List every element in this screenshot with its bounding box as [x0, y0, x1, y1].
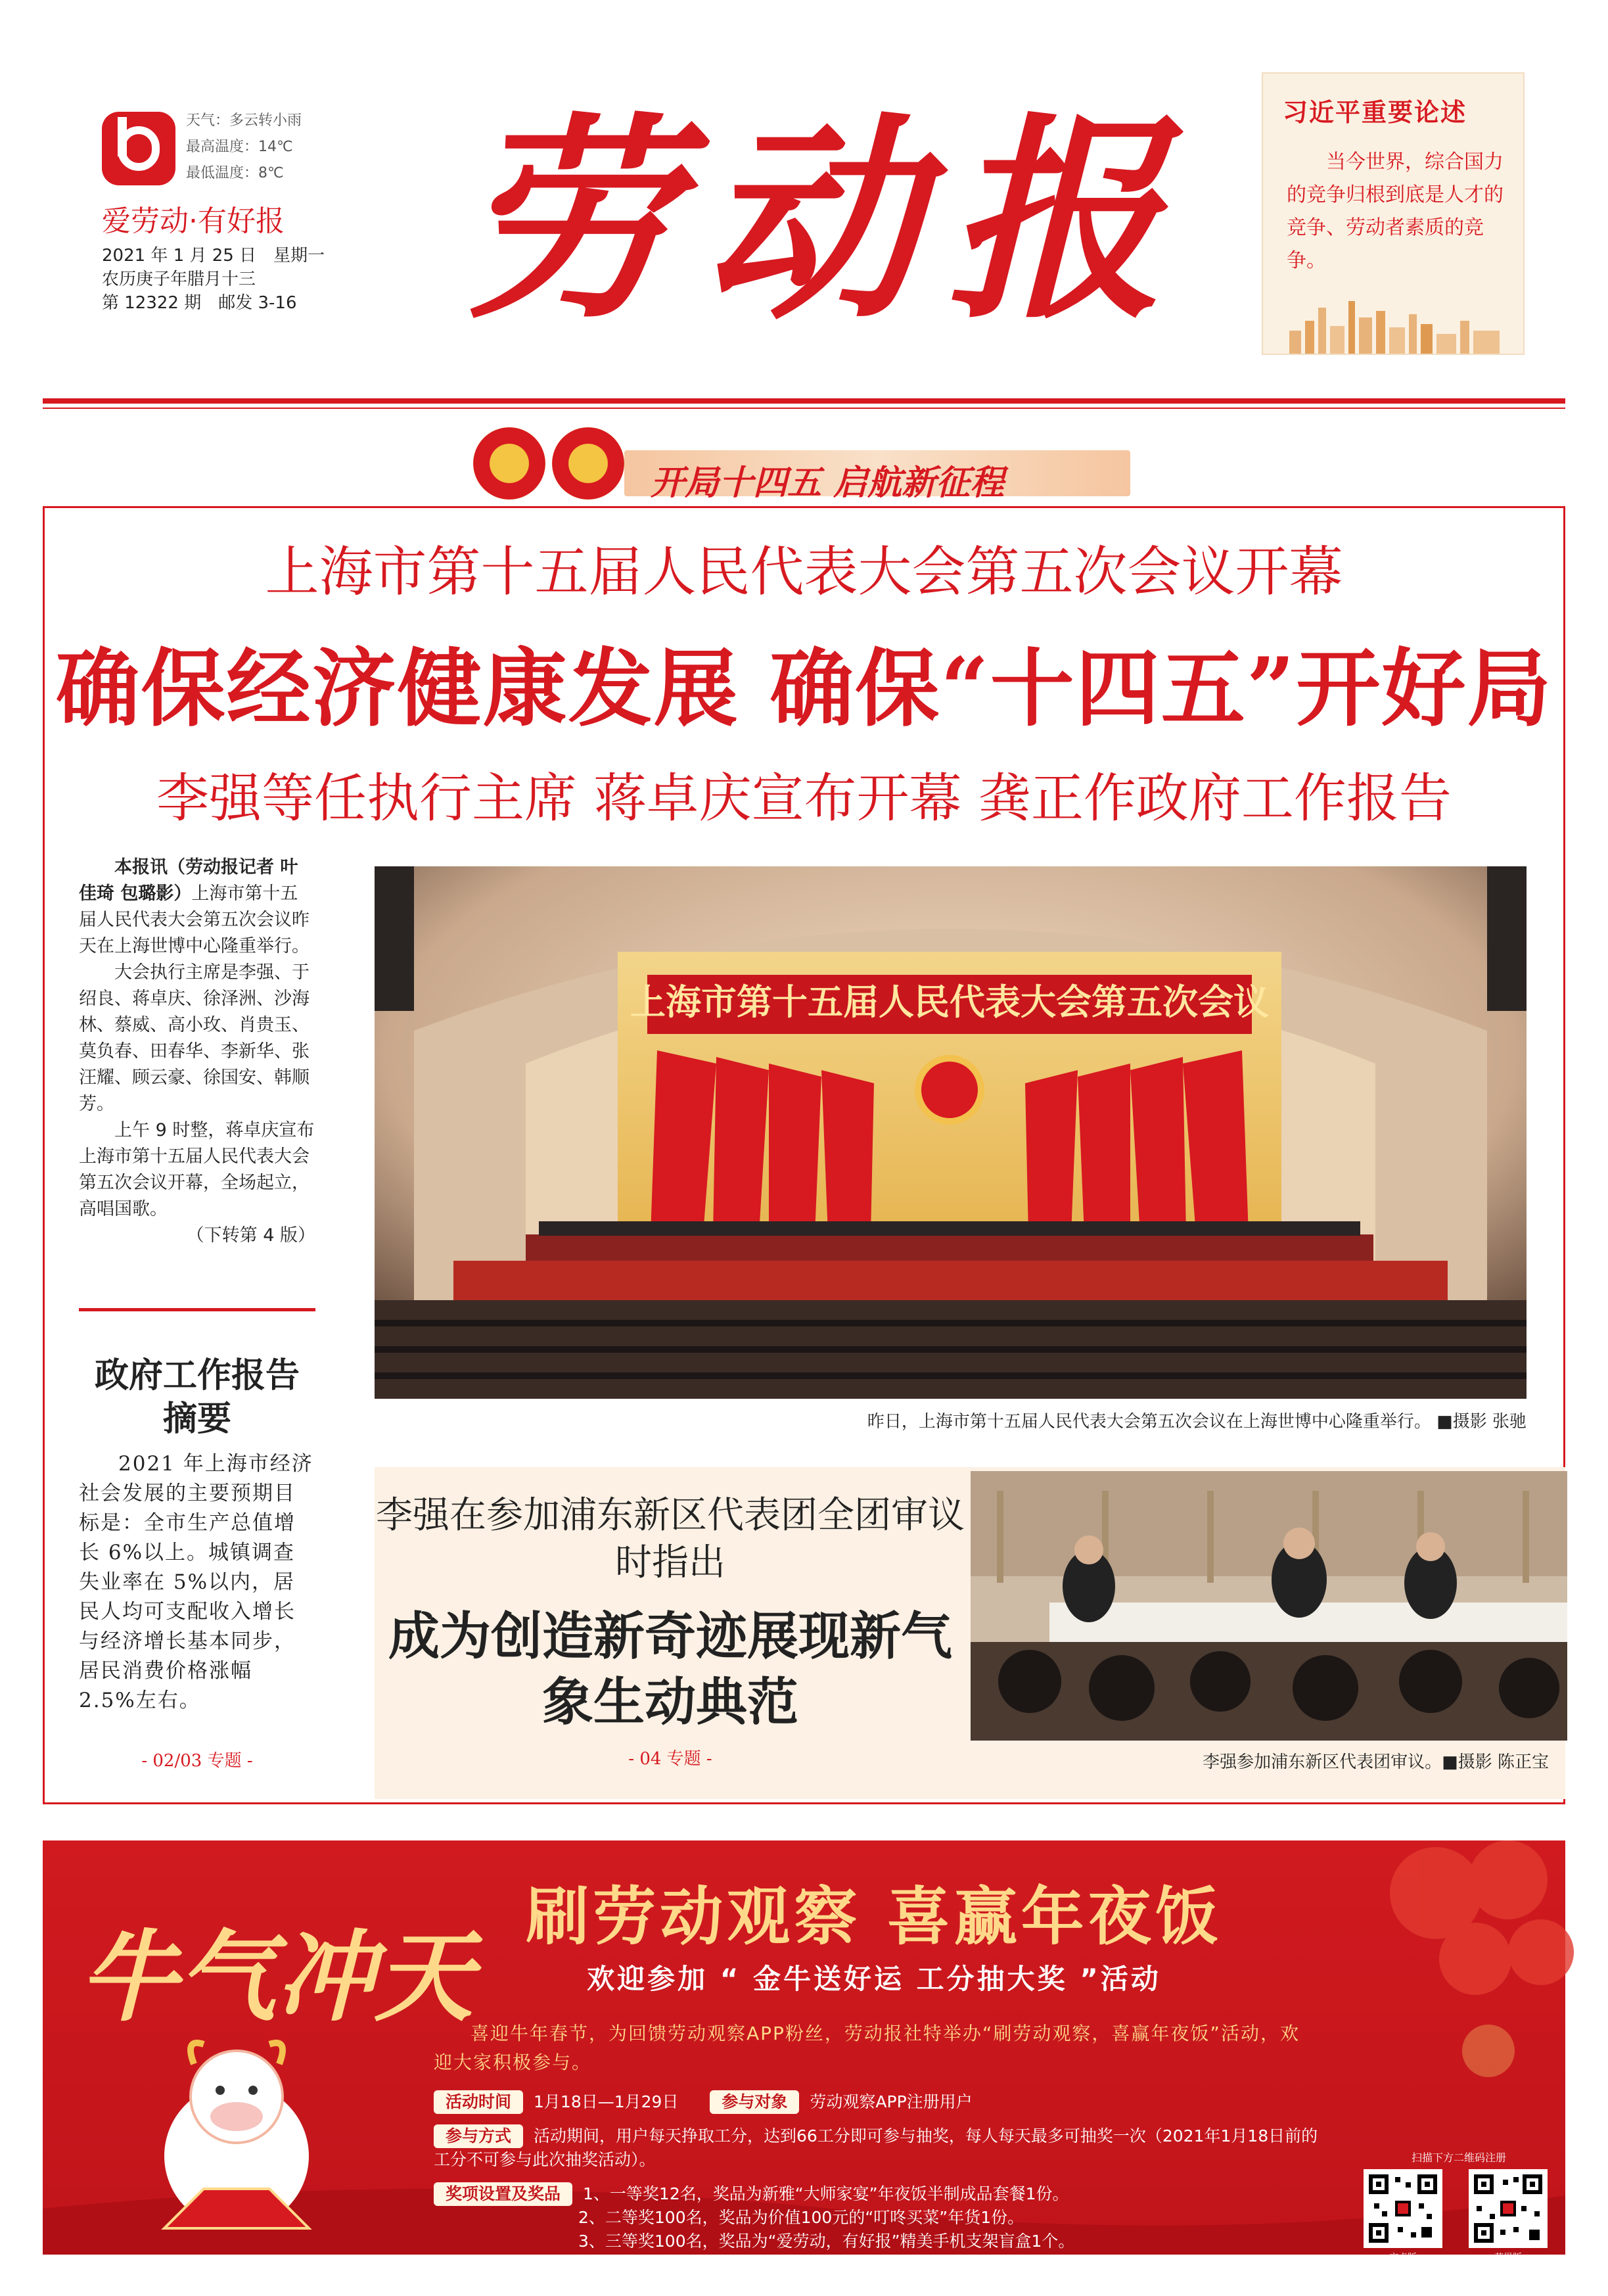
summary-body: 2021 年上海市经济社会发展的主要预期目标是：全市生产总值增长 6%以上。城镇调查失业率在 5%以内，居民人均可支配收入增长与经济增长基本同步，居民消费价格涨幅 2.5%左右。 [79, 1452, 313, 1712]
headline-main: 确保经济健康发展 确保“十四五”开好局 [55, 640, 1553, 738]
lead-label: 本报讯 [114, 857, 168, 878]
ad-method-value: 活动期间，用户每天挣取工分，达到66工分即可参与抽奖，每人每天最多可抽奖一次（2021年1月18日前的工分不可参与此次抽奖活动）。 [434, 2126, 1318, 2169]
banner-text: 开局十四五 启航新征程 [651, 463, 1005, 503]
meeting-photo-caption: 李强参加浦东新区代表团审议。■摄影 陈正宝 [1203, 1752, 1549, 1772]
lunar-date-text: 农历庚子年腊月十三 [102, 269, 256, 289]
stage-emblem-icon [918, 1058, 981, 1121]
ox-mascot-icon [125, 2018, 348, 2241]
main-photo-caption: 昨日，上海市第十五届人民代表大会第五次会议在上海世博中心隆重举行。 ■摄影 张驰 [867, 1412, 1527, 1432]
paper-title: 劳动报 [460, 93, 1189, 348]
second-story-kicker: 李强在参加浦东新区代表团全团审议时指出 [376, 1494, 965, 1584]
skyline-illustration [1283, 294, 1506, 354]
ad-prize-1: 1、一等奖12名，奖品为新雅“大师家宴”年夜饭半制成品套餐1份。 [583, 2184, 1069, 2203]
summary-title: 政府工作报告摘要 [94, 1355, 300, 1439]
masthead-info [102, 105, 365, 322]
national-emblem-icon [473, 427, 545, 500]
story-continuation: （下转第 4 版） [186, 1225, 315, 1246]
masthead-rule [43, 398, 1565, 404]
ad-method-row [434, 2124, 1327, 2172]
story-paragraph-2: 大会执行主席是李强、于绍良、蒋卓庆、徐泽洲、沙海林、蔡威、高小玫、肖贵玉、莫负春、田春华、李新华、张汪耀、顾云豪、徐国安、韩顺芳。 [79, 962, 310, 1114]
qr-code-icon [1369, 2174, 1437, 2243]
qr-code-icon [1474, 2174, 1542, 2243]
summary-page-ref: - 02/03 专题 - [141, 1751, 253, 1771]
ad-time-value: 1月18日—1月29日 [534, 2092, 679, 2111]
theme-banner [460, 421, 1150, 506]
quote-title: 习近平重要论述 [1283, 97, 1467, 127]
calligraphy-text: 牛气冲天 [79, 1919, 474, 2035]
ad-title: 刷劳动观察 喜赢年夜饭 [526, 1880, 1222, 1954]
android-qr-code[interactable] [1364, 2169, 1442, 2248]
ad-time-row [434, 2090, 973, 2114]
android-qr-label: 安卓版 [1389, 2253, 1417, 2263]
ad-target-label: 参与对象 [710, 2090, 799, 2114]
weather-text: 天气：多云转小雨 [186, 112, 302, 129]
issue-text: 第 12322 期 邮发 3-16 [102, 293, 297, 313]
temp-high-text: 最高温度：14℃ [186, 139, 293, 155]
ad-method-label: 参与方式 [434, 2124, 523, 2148]
story-paragraph-3: 上午 9 时整，蒋卓庆宣布上海市第十五届人民代表大会第五次会议开幕，全场起立，高唱国歌。 [79, 1120, 315, 1219]
story-paragraph-1: 上海市第十五届人民代表大会第五次会议昨天在上海世博中心隆重举行。 [79, 883, 310, 956]
headline-kicker: 上海市第十五届人民代表大会第五次会议开幕 [265, 541, 1343, 603]
ad-subtitle: 欢迎参加 “ 金牛送好运 工分抽大奖 ”活动 [587, 1963, 1161, 1995]
cppcc-emblem-icon [552, 427, 624, 500]
meeting-photo [971, 1471, 1567, 1741]
masthead-rule-thin [43, 408, 1565, 409]
slogan: 爱劳动·有好报 [102, 204, 285, 238]
ad-prize-3: 3、三等奖100名，奖品为“爱劳动，有好报”精美手机支架盲盒1个。 [578, 2232, 1075, 2251]
ad-prize-label: 奖项设置及奖品 [434, 2182, 572, 2206]
ad-prize-row [434, 2182, 1327, 2253]
quote-text: 当今世界，综合国力的竞争归根到底是人才的竞争、劳动者素质的竞争。 [1287, 151, 1504, 272]
quote-box [1262, 72, 1525, 355]
second-story-headline: 成为创造新奇迹展现新气象生动典范 [388, 1606, 952, 1732]
ad-time-label: 活动时间 [434, 2090, 523, 2114]
ad-prize-2: 2、二等奖100名，奖品为价值100元的“叮咚买菜”年货1份。 [578, 2208, 1024, 2227]
lead-story [79, 855, 315, 1249]
second-story-page-ref: - 04 专题 - [628, 1749, 712, 1769]
ios-qr-code[interactable] [1469, 2169, 1548, 2248]
column-rule [79, 1308, 315, 1311]
main-photo [375, 866, 1527, 1399]
paper-logo-icon [102, 112, 175, 185]
ad-intro: 喜迎牛年春节，为回馈劳动观察APP粉丝，劳动报社特举办“刷劳动观察，喜赢年夜饭”活动，欢迎大家积极参与。 [434, 2023, 1300, 2073]
headline-sub: 李强等任执行主席 蒋卓庆宣布开幕 龚正作政府工作报告 [156, 768, 1452, 829]
date-text: 2021 年 1 月 25 日 星期一 [102, 246, 325, 266]
stage-banner-text: 上海市第十五届人民代表大会第五次会议 [630, 981, 1269, 1023]
ios-qr-label: 苹果版 [1494, 2253, 1522, 2263]
qr-hint: 扫描下方二维码注册 [1411, 2151, 1506, 2164]
ad-target-value: 劳动观察APP注册用户 [810, 2092, 973, 2111]
temp-low-text: 最低温度：8℃ [186, 165, 284, 181]
byline: （劳动报记者 叶佳琦 包璐影） [79, 857, 298, 904]
